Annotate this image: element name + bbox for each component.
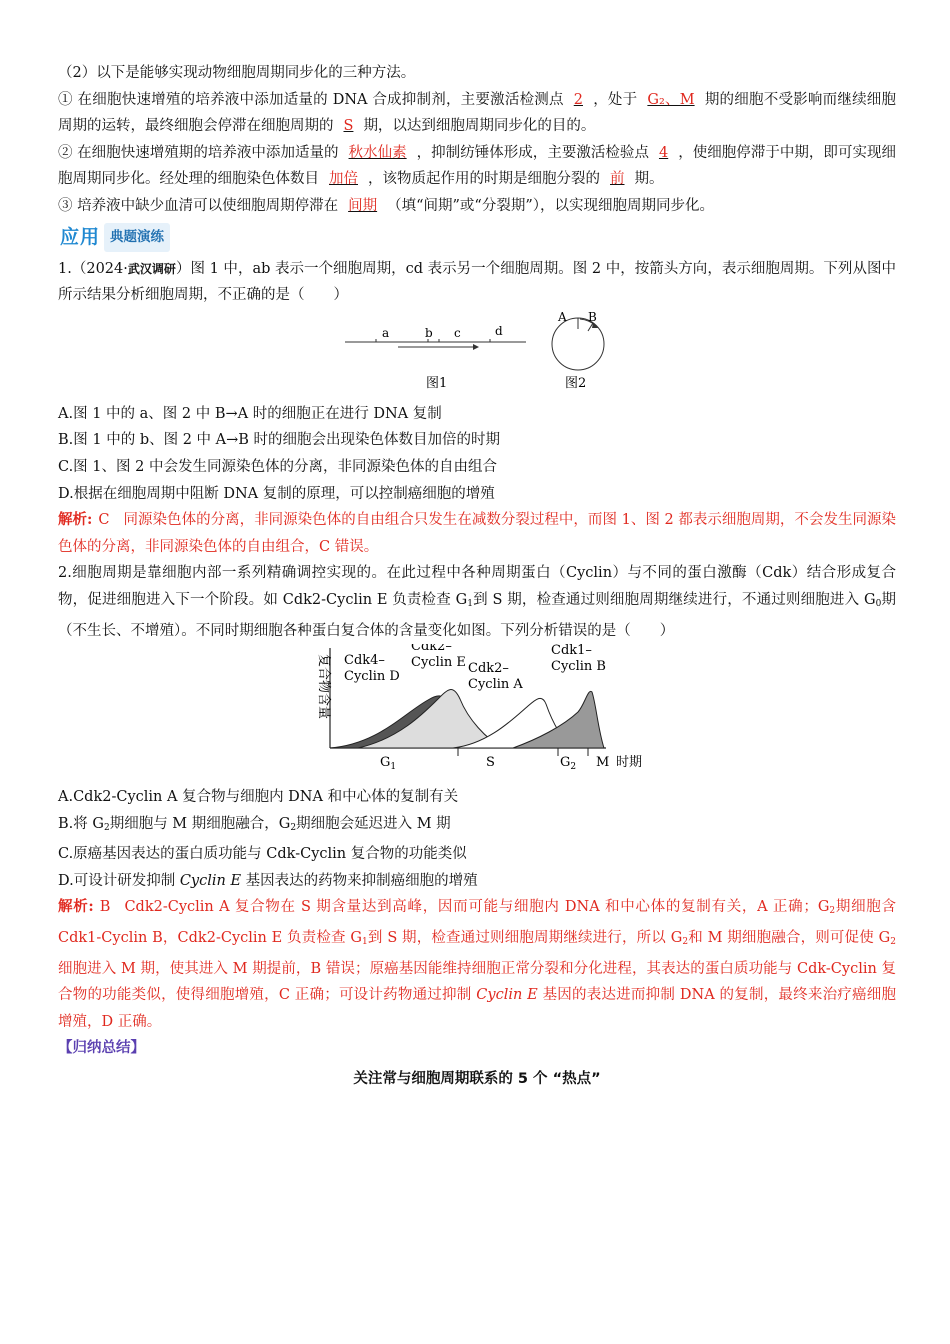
phase-label-m: M [596,755,610,771]
text: 期的细胞不受影响而继续细胞周期的运转，最终细胞会停滞在细胞周期的 [58,91,897,135]
text: B.将 G [58,815,104,832]
sub: 2 [570,762,577,773]
text: 期细胞与 M 期细胞融合，G [109,815,291,832]
subscript: 2 [103,822,110,833]
gene-name: Cyclin E [179,872,242,889]
text: ③ 培养液中缺少血清可以使细胞周期停滞在 [58,197,339,214]
phase-label-g2: $G_2$ [560,755,577,773]
text: ，该物质起作用的时期是细胞分裂的 [368,171,600,188]
q1-analysis [58,507,896,560]
fig1-label-a: a [382,325,390,340]
analysis-text: 到 S 期，检查通过则细胞周期继续进行，所以 G [367,930,683,947]
answer-blank: 前 [610,171,625,188]
answer-blank: 加倍 [329,171,358,188]
analysis-label: 解析: [58,898,94,916]
subscript: 1 [362,937,368,948]
analysis-text: Cdk2-Cyclin A 复合物在 S 期含量达到高峰，因而可能与细胞内 DNA 和中心体的复制有关，A 正确；G [124,899,830,916]
method-3 [58,193,896,220]
subscript: 2 [890,937,896,948]
section2-intro: （2）以下是能够实现动物细胞周期同步化的三种方法。 [58,65,416,81]
heading-sub: 典题演练 [104,223,170,252]
text: 1.（2024· [58,260,128,277]
cell-cycle-figures [58,309,896,401]
text: 期（不生长、不增殖）。不同时期细胞各种蛋白复合体的含量变化如图。下列分析错误的是（ ） [58,591,896,639]
fig2-label-A: A [558,309,567,324]
fig1-label-b: b [425,325,433,340]
q1-figures [58,309,896,401]
text: 期细胞会延迟进入 M 期 [296,815,451,832]
text: 到 S 期，检查通过则细胞周期继续进行，不通过则细胞进入 G [472,591,876,608]
subscript: 2 [829,906,836,917]
complex-level-chart [58,644,896,784]
page [58,60,896,1093]
fig1-label-c: c [454,325,461,340]
analysis-text: 同源染色体的分离，非同源染色体的自由组合只发生在减数分裂过程中，而图 1、图 2 都表示细胞周期，不会发生同源染色体的分离，非同源染色体的自由组合，C 错误。 [58,512,896,555]
source-tag: 武汉调研 [127,261,176,276]
q1-option-c: C.图 1、图 2 中会发生同源染色体的分离，非同源染色体的自由组合 [58,458,497,475]
analysis-answer: C [98,512,110,529]
text: ① 在细胞快速增殖的培养液中添加适量的 DNA 合成抑制剂，主要激活检测点 [58,91,564,108]
y-axis-label: 复合物含量 [316,654,331,720]
q2-analysis [58,894,896,1035]
text: ，使细胞停滞于中期，即可实现细胞周期同步化。经处理的细胞染色体数目 [58,144,897,188]
phase-label-s: S [486,755,495,771]
series-label: Cdk2– [411,644,452,655]
answer-blank: S [343,118,354,135]
q1-stem [58,256,896,309]
q2-stem [58,560,896,644]
heading-main: 应用 [60,226,101,249]
q1-option-a: A.图 1 中的 a、图 2 中 B→A 时的细胞正在进行 DNA 复制 [58,405,442,422]
text: D.可设计研发抑制 [58,872,180,889]
series-label: Cyclin E [411,655,466,671]
fig1-arrowhead [473,344,479,350]
text: ，抑制纺锤体形成，主要激活检验点 [416,144,649,161]
summary-label: 【归纳总结】 [58,1040,145,1057]
subscript: 0 [875,598,882,609]
subscript: 1 [467,598,473,609]
q2-option-a: A.Cdk2-Cyclin A 复合物与细胞内 DNA 和中心体的复制有关 [58,789,459,806]
q1-option-d: D.根据在细胞周期中阻断 DNA 复制的原理，可以控制癌细胞的增殖 [58,485,495,502]
series-label: Cdk2– [468,661,509,677]
analysis-text: 基因的表达进而抑制 DNA 的复制，最终来治疗癌细胞增殖，D 正确。 [58,987,896,1030]
series-label: Cyclin A [468,677,523,693]
analysis-label: 解析: [58,511,93,529]
fig1-label-d: d [495,323,503,338]
fig2-caption: 图2 [565,375,587,391]
text: 期。 [634,171,664,188]
q2-option-d [58,868,896,895]
q2-option-c: C.原癌基因表达的蛋白质功能与 Cdk-Cyclin 复合物的功能类似 [58,846,467,863]
answer-blank: G₂、M [647,91,695,108]
answer-blank: 间期 [348,197,378,214]
text: ② 在细胞快速增殖期的培养液中添加适量的 [58,144,339,161]
phase-label-g1: $G_1$ [380,755,397,773]
subscript: 2 [290,822,297,833]
method-2 [58,140,896,193]
answer-blank: 4 [658,144,669,161]
section-heading [60,224,896,252]
gene-name: Cyclin E [476,987,538,1004]
analysis-text: 期细胞含 Cdk1-Cyclin B，Cdk2-Cyclin E 负责检查 G [58,899,896,947]
text: 基因表达的药物来抑制癌细胞的增殖 [241,872,478,889]
q1-option-b: B.图 1 中的 b、图 2 中 A→B 时的细胞会出现染色体数目加倍的时期 [58,432,501,449]
method-1 [58,87,896,140]
series-label: Cyclin D [344,669,400,685]
analysis-answer: B [99,899,111,916]
analysis-text: 细胞进入 M 期，使其进入 M 期提前，B 错误；原癌基因能维持细胞正常分裂和分化进程，其表达的蛋白质功能与 Cdk-Cyclin 复合物的功能类似，使得细胞增殖，C 正确；可设计药物通过抑制 [58,960,896,1004]
text: 2.细胞周期是靠细胞内部一系列精确调控实现的。在此过程中各种周期蛋白（Cyclin）与不同的蛋白激酶（Cdk）结合形成复合物，促进细胞进入下一个阶段。如 Cdk2-Cyclin E 负责检查 G [58,565,896,608]
answer-blank: 秋水仙素 [348,144,407,161]
text: ，处于 [592,91,638,108]
series-label: Cyclin B [551,659,606,675]
series-label: Cdk4– [344,653,385,669]
summary-title: 关注常与细胞周期联系的 5 个 “热点” [353,1071,601,1088]
x-axis-label: 时期 [616,755,643,771]
text: 期，以达到细胞周期同步化的目的。 [363,118,596,135]
analysis-text: 和 M 期细胞融合，则可促使 G [688,930,891,947]
text: （填“间期”或“分裂期”），以实现细胞周期同步化。 [387,197,715,214]
q2-chart [58,644,896,784]
series-label: Cdk1– [551,644,592,659]
answer-blank: 2 [573,91,583,108]
fig2-label-B: B [588,309,597,324]
q2-option-b [58,811,896,842]
fig1-caption: 图1 [426,375,448,391]
subscript: 2 [682,937,689,948]
sub: 1 [390,762,397,773]
text: ）图 1 中，ab 表示一个细胞周期，cd 表示另一个细胞周期。图 2 中，按箭头方向，表示细胞周期。下列从图中所示结果分析细胞周期，不正确的是（ ） [58,260,896,304]
